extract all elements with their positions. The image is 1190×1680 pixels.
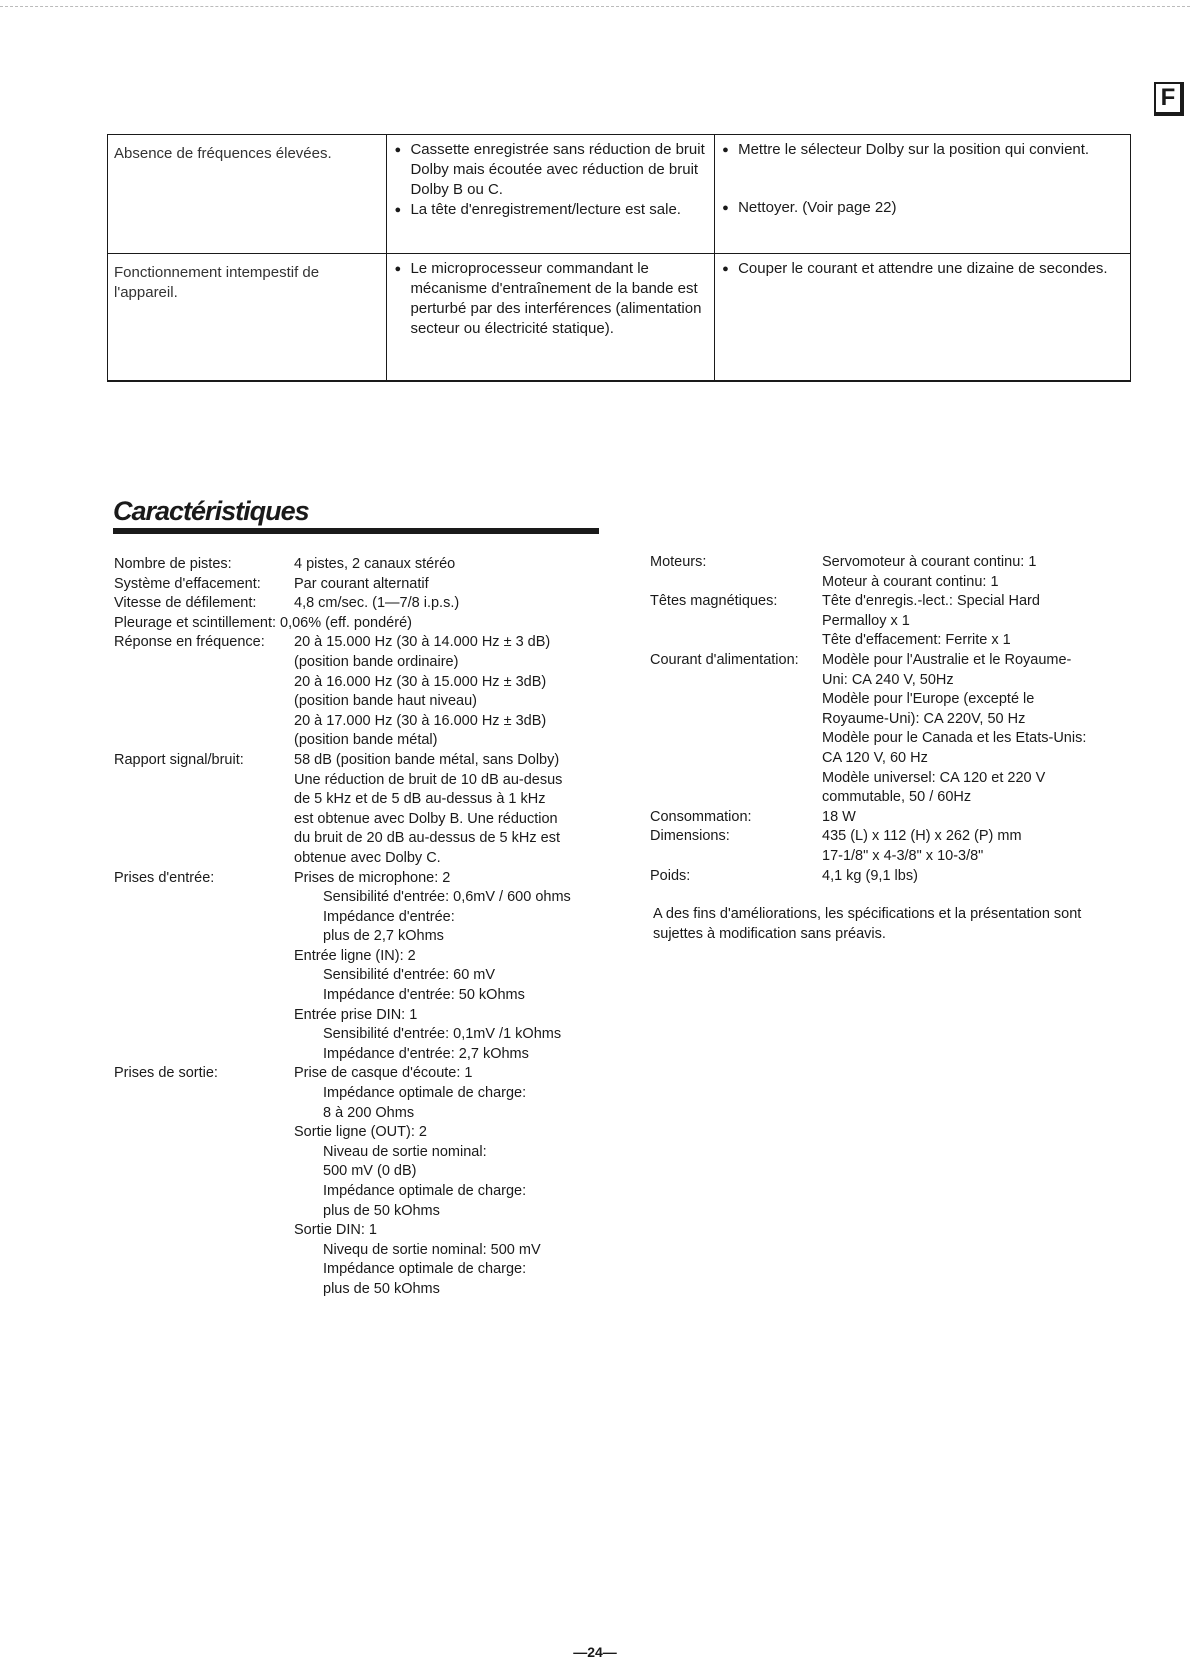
spec-value: 58 dB (position bande métal, sans Dolby) Une réduction de bruit de 10 dB au-desus de 5 kHz et de 5 dB au-dessus à 1 kHz est obtenue avec Dolby B. Une réduction du bruit de 20 dB au-dessus de 5 kHz est obtenue avec Dolby C. xyxy=(294,751,563,866)
spec-row-outputs xyxy=(114,1064,614,1299)
spec-label: Rapport signal/bruit: xyxy=(114,751,244,768)
spec-label: Système d'effacement: xyxy=(114,575,261,592)
spec-value: Par courant alternatif xyxy=(294,575,429,592)
spec-row-motors xyxy=(650,553,1130,592)
spec-label: Réponse en fréquence: xyxy=(114,634,265,651)
troubleshooting-table xyxy=(107,134,1131,382)
table-row xyxy=(108,135,1131,254)
spec-label: Prises de sortie: xyxy=(114,1065,218,1082)
cause-item: ● La tête d'enregistrement/lecture est sale. xyxy=(393,200,708,220)
spec-label: Moteurs: xyxy=(650,554,707,570)
section-heading: Caractéristiques xyxy=(113,496,309,526)
spec-row-power xyxy=(650,651,1130,808)
spec-value: Tête d'enregis.-lect.: Special Hard Permalloy x 1 Tête d'effacement: Ferrite x 1 xyxy=(822,593,1040,649)
spec-row-inputs xyxy=(114,869,614,1065)
cause-item: ● Le microprocesseur commandant le mécanisme d'entraînement de la bande est perturbé par des interférences (alimentation secteur ou électricité statique). xyxy=(393,259,708,339)
specs-note: A des fins d'améliorations, les spécifications et la présentation sont sujettes à modification sans préavis. xyxy=(653,906,1082,942)
page-number: —24— xyxy=(573,1644,617,1660)
spec-row-speed xyxy=(114,594,614,614)
spec-row-snr xyxy=(114,751,614,869)
table-row xyxy=(108,254,1131,382)
spec-label: Dimensions: xyxy=(650,828,730,845)
spec-label: Nombre de pistes: xyxy=(114,556,232,572)
problem-cell: Absence de fréquences élevées. xyxy=(108,135,387,254)
remedy-cell xyxy=(715,254,1131,382)
spec-value: 4 pistes, 2 canaux stéréo xyxy=(294,556,456,572)
spec-label: Courant d'alimentation: xyxy=(650,651,799,668)
heading-rule xyxy=(113,528,599,534)
spec-row-weight xyxy=(650,867,1130,887)
spec-line: Pleurage et scintillement: 0,06% (eff. pondéré) xyxy=(114,614,412,631)
spec-row-dimensions xyxy=(650,827,1130,866)
spec-row-heads xyxy=(650,592,1130,651)
spec-row-consumption xyxy=(650,808,1130,828)
problem-cell: Fonctionnement intempestif de l'appareil. xyxy=(108,254,387,382)
spec-value: 435 (L) x 112 (H) x 262 (P) mm 17-1/8" x 4-3/8" x 10-3/8" xyxy=(822,828,1022,864)
remedy-cell xyxy=(715,135,1131,254)
cause-cell xyxy=(387,254,715,382)
spec-value: Modèle pour l'Australie et le Royaume- Uni: CA 240 V, 50Hz Modèle pour l'Europe (excepté le Royaume-Uni): CA 220V, 50 Hz Modèle pour le Canada et les Etats-Unis: CA 120 V, 60 Hz Modèle universel: CA 120 et 220 V commutable, 50 / 60Hz xyxy=(822,651,1087,806)
spec-label: Prises d'entrée: xyxy=(114,869,215,886)
spec-value: 4,8 cm/sec. (1—7/8 i.p.s.) xyxy=(294,595,460,612)
spec-value: 20 à 15.000 Hz (30 à 14.000 Hz ± 3 dB) (position bande ordinaire) 20 à 16.000 Hz (30 à 15.000 Hz ± 3dB) (position bande haut niveau) 20 à 17.000 Hz (30 à 16.000 Hz ± 3dB) (position bande métal) xyxy=(294,634,551,749)
scan-edge-line xyxy=(0,6,1190,7)
spec-label: Poids: xyxy=(650,867,691,884)
spec-row-erase xyxy=(114,575,614,595)
cause-item: ● Cassette enregistrée sans réduction de bruit Dolby mais écoutée avec réduction de bruit Dolby B ou C. xyxy=(393,140,708,200)
specs-left-column xyxy=(114,555,614,1300)
remedy-item: ● Mettre le sélecteur Dolby sur la position qui convient. xyxy=(721,140,1124,160)
spec-value: Prise de casque d'écoute: 1 Impédance optimale de charge: 8 à 200 Ohms Sortie ligne (OUT): 2 Niveau de sortie nominal: 500 mV (0 dB) Impédance optimale de charge: plus de 50 kOhms Sortie DIN: 1 Nivequ de sortie nominal: 500 mV Impédance optimale de charge: plus de 50 kOhms xyxy=(294,1065,541,1297)
spec-row-frequency-response xyxy=(114,633,614,751)
spec-label: Consommation: xyxy=(650,808,752,825)
spec-row-wow-flutter xyxy=(114,614,614,634)
spec-value: 4,1 kg (9,1 lbs) xyxy=(822,867,918,884)
spec-value: Prises de microphone: 2 Sensibilité d'entrée: 0,6mV / 600 ohms Impédance d'entrée: plus de 2,7 kOhms Entrée ligne (IN): 2 Sensibilité d'entrée: 60 mV Impédance d'entrée: 50 kOhms Entrée prise DIN: 1 Sensibilité d'entrée: 0,1mV /1 kOhms Impédance d'entrée: 2,7 kOhms xyxy=(294,869,571,1062)
remedy-item: ● Nettoyer. (Voir page 22) xyxy=(721,198,1124,218)
language-badge: F xyxy=(1154,82,1184,116)
spec-value: 18 W xyxy=(822,808,856,825)
cause-cell xyxy=(387,135,715,254)
spec-label: Têtes magnétiques: xyxy=(650,593,778,610)
spec-label: Vitesse de défilement: xyxy=(114,595,257,612)
spec-row-tracks xyxy=(114,555,614,575)
remedy-item: ● Couper le courant et attendre une dizaine de secondes. xyxy=(721,259,1124,279)
spec-value: Servomoteur à courant continu: 1 Moteur à courant continu: 1 xyxy=(822,554,1037,590)
specs-right-column xyxy=(650,553,1130,886)
